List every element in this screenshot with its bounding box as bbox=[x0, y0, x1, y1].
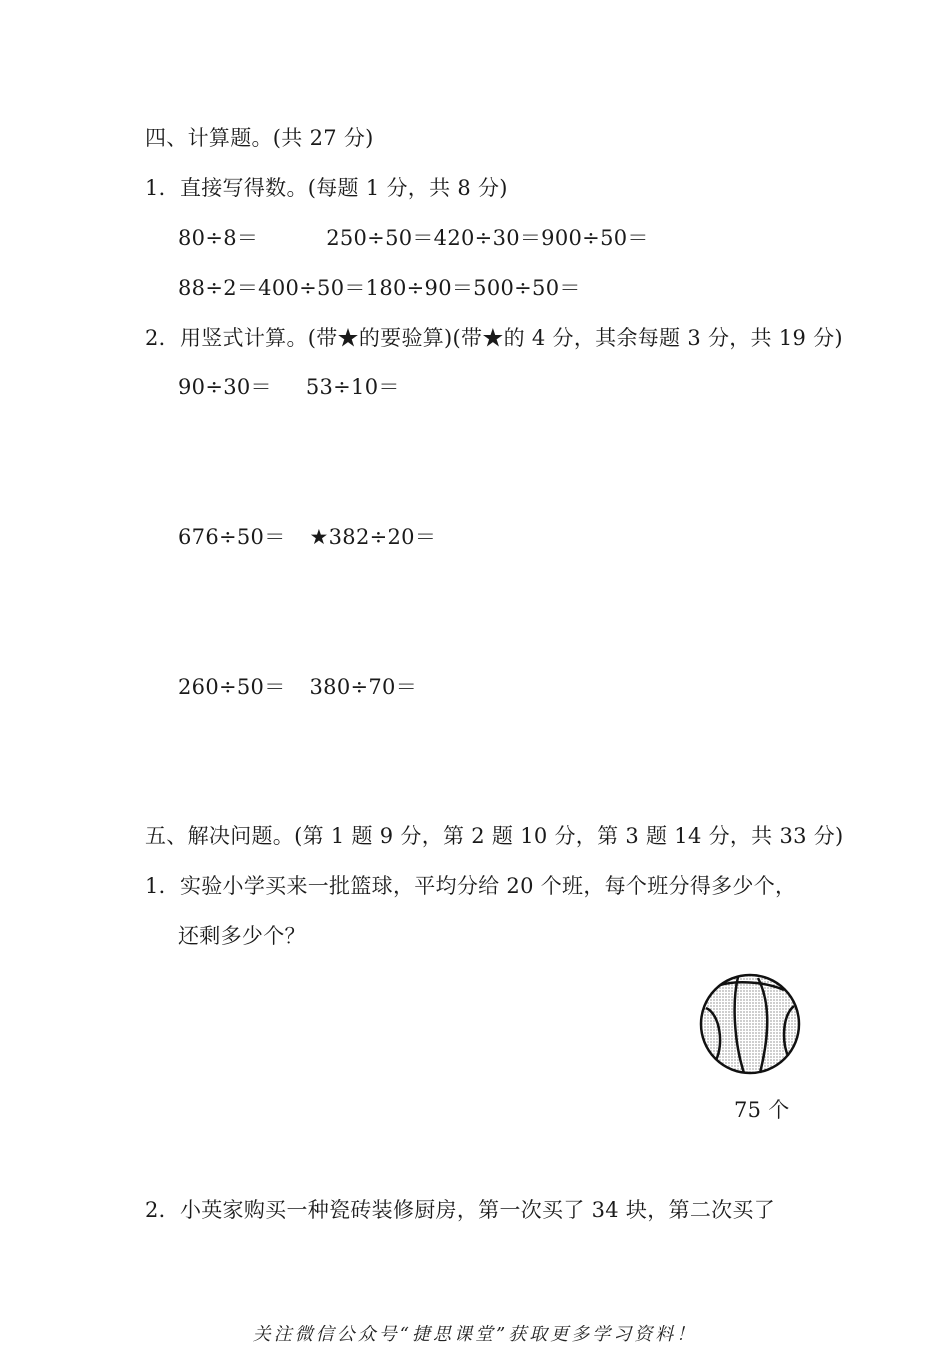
section-5-title: 五、解决问题。(第 1 题 9 分，第 2 题 10 分，第 3 题 14 分，共 33 分) bbox=[145, 824, 844, 848]
q1-row-2: 88÷2＝400÷50＝180÷90＝500÷50＝ bbox=[178, 276, 581, 300]
ball-caption: 75 个 bbox=[734, 1098, 790, 1122]
calc-item: ★382÷20＝ bbox=[309, 525, 437, 549]
footer-note: 关注微信公众号“捷思课堂”获取更多学习资料！ bbox=[252, 1324, 698, 1345]
q2-row-3 bbox=[178, 677, 417, 698]
calc-item: 260÷50＝ bbox=[178, 675, 286, 699]
calc-item: 676÷50＝ bbox=[178, 525, 286, 549]
problem-1-line-2: 还剩多少个？ bbox=[178, 924, 306, 948]
calc-item: 53÷10＝ bbox=[305, 375, 400, 399]
q2-row-2 bbox=[178, 527, 436, 548]
q1-row-1 bbox=[178, 228, 649, 249]
q1-heading: 1．直接写得数。(每题 1 分，共 8 分) bbox=[145, 176, 508, 200]
q2-heading: 2．用竖式计算。(带★的要验算)(带★的 4 分，其余每题 3 分，共 19 分) bbox=[145, 326, 843, 350]
q2-row-1 bbox=[178, 377, 400, 398]
problem-2-line-1: 2．小英家购买一种瓷砖装修厨房，第一次买了 34 块，第二次买了 bbox=[145, 1198, 776, 1222]
problem-1-line-1: 1．实验小学买来一批篮球，平均分给 20 个班，每个班分得多少个， bbox=[145, 874, 797, 898]
calc-item: 380÷70＝ bbox=[309, 675, 417, 699]
calc-item: 90÷30＝ bbox=[178, 375, 272, 399]
section-4-title: 四、计算题。(共 27 分) bbox=[145, 126, 374, 150]
calc-item: 80÷8＝ bbox=[178, 226, 259, 250]
calc-item: 250÷50＝420÷30＝900÷50＝ bbox=[326, 226, 649, 250]
basketball-icon bbox=[698, 972, 802, 1076]
